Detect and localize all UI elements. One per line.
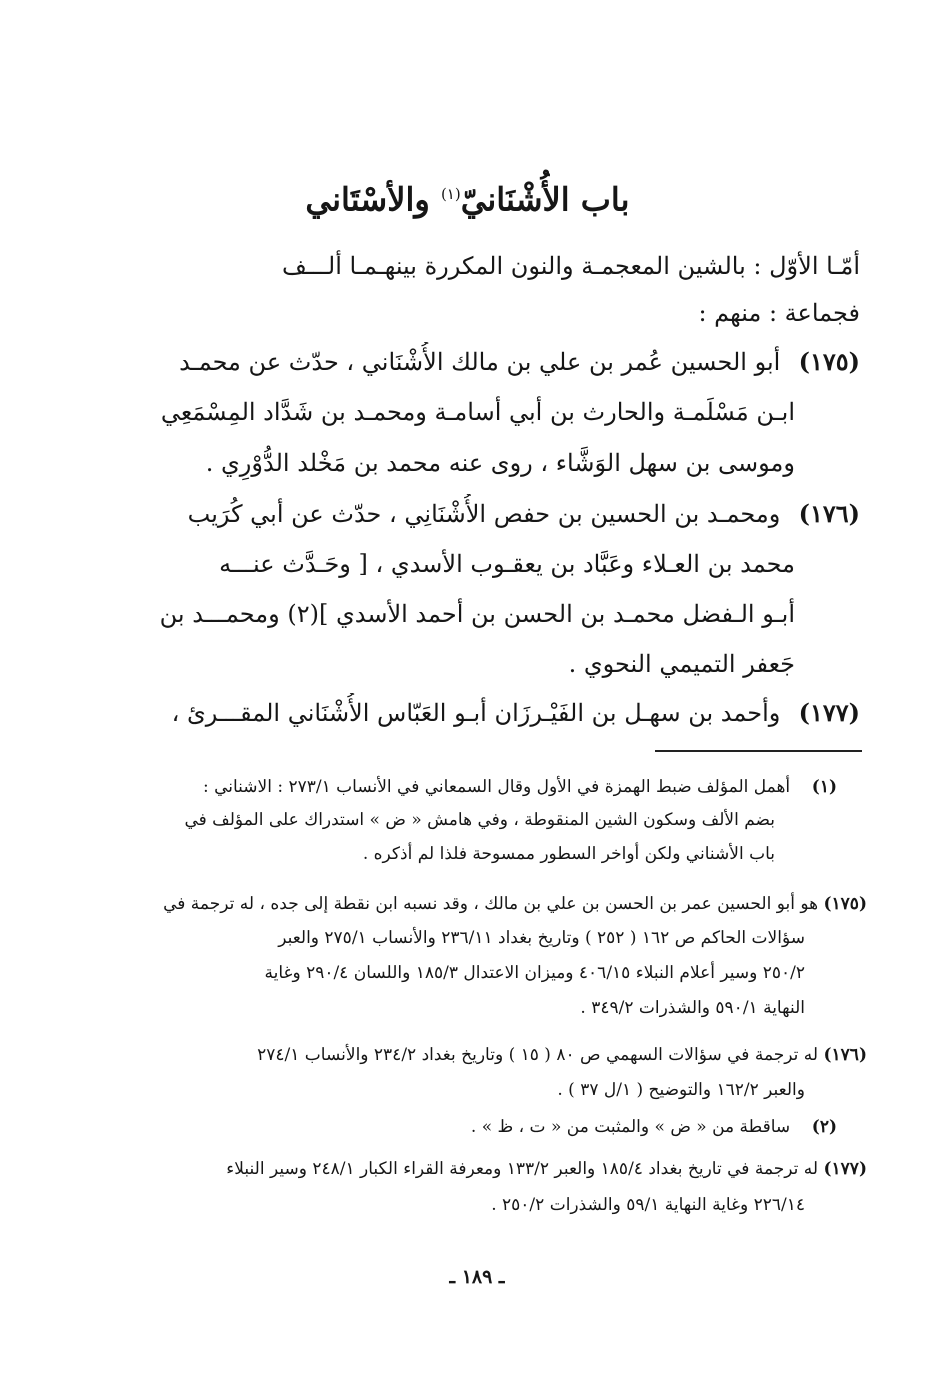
footnote-176-text-2: والعبر ١٦٢/٢ والتوضيح ( ١/ل ٣٧ ) . <box>557 1080 805 1100</box>
footnote-176-first-line <box>112 1040 867 1070</box>
entry-number-177: (١٧٧) <box>798 698 860 727</box>
footnote-1-first-line <box>137 772 837 802</box>
footnote-177-text-2: ٢٢٦/١٤ وغاية النهاية ٥٩/١ والشذرات ٢٥٠/٢ . <box>491 1195 805 1215</box>
entry-177-text-1: وأحمد بن سهـل بن الفَيْـرزَان أبـو العَبّاس الأُشْنَاني المقـــرئ ، <box>171 699 781 727</box>
chapter-title-main: باب الأُشْنَانيّ <box>460 180 630 219</box>
footnote-177-text-1: له ترجمة في تاريخ بغداد ١٨٥/٤ والعبر ١٣٣/٢ ومعرفة القراء الكبار ٢٤٨/١ وسير النبلاء <box>226 1159 819 1179</box>
entry-176-text-1: ومحمـد بن الحسين بن حفص الأُشْنَانِي ، حدّث عن أبي كُرَيب <box>187 500 781 528</box>
entry-176-text-2: محمد بن العـلاء وعَبَّاد بن يعقـوب الأسدي ، [ وحَـدَّث عنـــه <box>219 550 795 578</box>
footnote-177-first-line <box>112 1154 867 1184</box>
footnote-number-1: (١) <box>811 777 837 797</box>
footnote-number-177: (١٧٧) <box>823 1159 867 1179</box>
footnote-1-text-3: باب الأشناني ولكن أواخر السطور ممسوحة فلذا لم أذكره . <box>362 844 775 864</box>
footnote-176-text-1: له ترجمة في سؤالات السهمي ص ٨٠ ( ١٥ ) وتاريخ بغداد ٢٣٤/٢ والأنساب ٢٧٤/١ <box>257 1045 819 1065</box>
footnote-ref-1: (١) <box>440 185 461 203</box>
chapter-title-second: والأسْتَاني <box>305 180 430 219</box>
entry-175-text-2: ابـن مَسْلَمـة والحارث بن أبي أسامـة ومحمـد بن شَدَّاد المِسْمَعِي <box>160 398 795 426</box>
footnote-divider <box>655 750 862 752</box>
footnote-175-text-3: ٢٥٠/٢ وسير أعلام النبلاء ٤٠٦/١٥ وميزان الاعتدال ١٨٥/٣ واللسان ٢٩٠/٤ وغاية <box>264 963 805 983</box>
footnote-175-text-2: سؤالات الحاكم ص ١٦٢ ( ٢٥٢ ) وتاريخ بغداد ٢٣٦/١١ والأنساب ٢٧٥/١ والعبر <box>278 928 805 948</box>
entry-number-175: (١٧٥) <box>798 347 860 376</box>
footnote-1-text-1: أهمل المؤلف ضبط الهمزة في الأول وقال السمعاني في الأنساب ٢٧٣/١ : الاشناني : <box>202 777 791 797</box>
entry-175-first-line <box>85 342 860 382</box>
entry-number-176: (١٧٦) <box>798 499 860 528</box>
footnote-number-2: (٢) <box>811 1117 837 1137</box>
entry-176-text-4: جَعفر التميمي النحوي . <box>568 650 795 678</box>
chapter-title <box>200 170 735 224</box>
footnote-2-line <box>137 1112 837 1142</box>
footnote-2-text-1: ساقطة من « ض » والمثبت من « ت ، ظ » . <box>470 1117 791 1137</box>
intro-line-2: فجماعة : منهم : <box>698 299 860 327</box>
footnote-175-text-4: النهاية ٥٩٠/١ والشذرات ٣٤٩/٢ . <box>580 998 805 1018</box>
footnote-number-175: (١٧٥) <box>823 894 867 914</box>
entry-177-first-line <box>85 693 860 733</box>
intro-line-1: أمّـا الأوّل : بالشين المعجمـة والنون المكررة بينهـمـا ألـــف <box>281 252 860 280</box>
entry-176-first-line <box>85 494 860 534</box>
footnote-number-176: (١٧٦) <box>823 1045 867 1065</box>
footnote-175-text-1: هو أبو الحسين عمر بن الحسن بن علي بن مالك ، وقد نسبه ابن نقطة إلى جده ، له ترجمة في <box>163 894 819 914</box>
footnote-175-first-line <box>112 889 867 919</box>
entry-175-text-1: أبو الحسين عُمر بن علي بن مالك الأُشْنَاني ، حدّث عن محمـد <box>179 348 781 376</box>
footnote-1-text-2: بضم الألف وسكون الشين المنقوطة ، وفي هامش « ض » استدراك على المؤلف في <box>184 810 775 830</box>
page-number: ـ ١٨٩ ـ <box>449 1266 505 1288</box>
entry-175-text-3: وموسى بن سهل الوَشَّاء ، روى عنه محمد بن مَخْلد الدُّوْرِي . <box>205 449 795 477</box>
entry-176-text-3: أبـو الـفضل محمـد بن الحسن بن أحمد الأسدي ](٢) ومحمـــد بن <box>159 600 795 628</box>
